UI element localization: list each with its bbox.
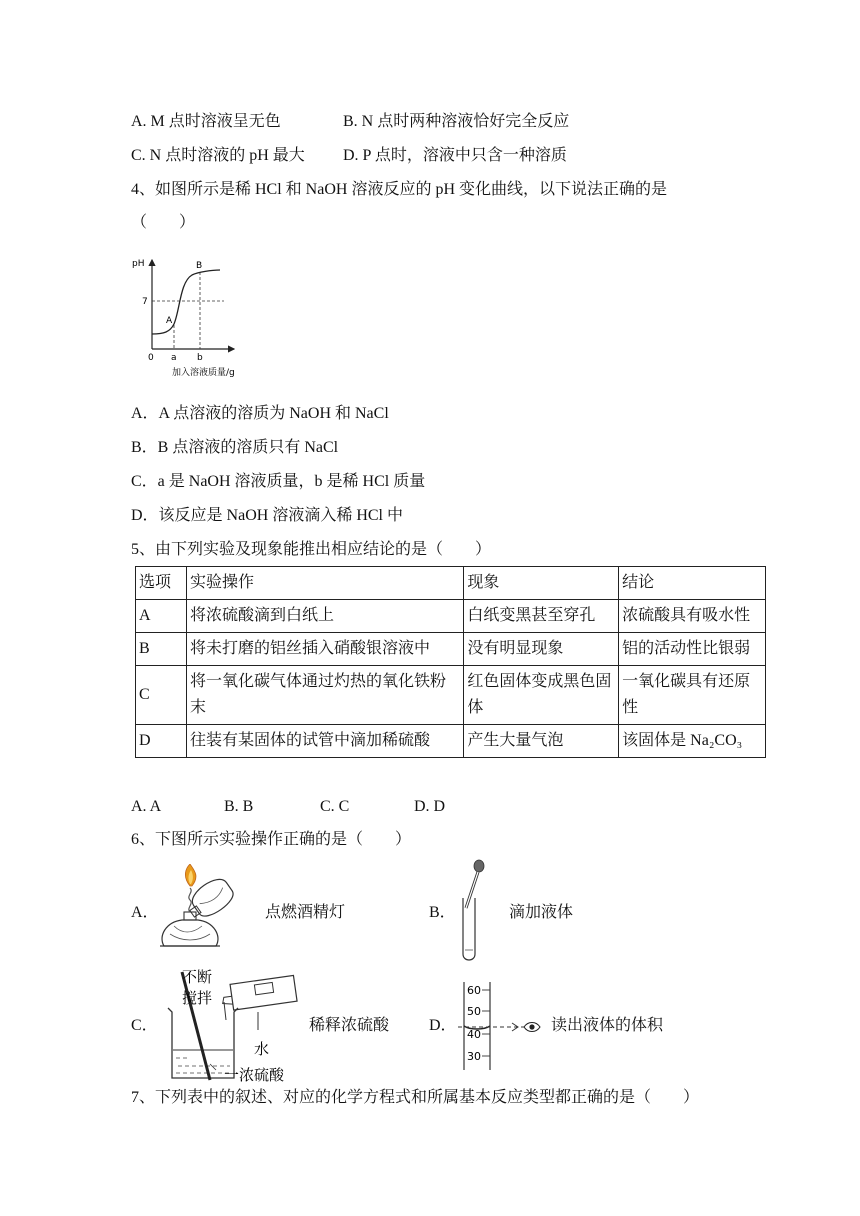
dropper-figure xyxy=(455,858,495,973)
q4-option-a: A．A 点溶液的溶质为 NaOH 和 NaCl xyxy=(131,405,389,422)
table-cell: 浓硫酸具有吸水性 xyxy=(619,600,766,633)
q6-option-b-letter: B． xyxy=(429,904,456,921)
point-b-label: B xyxy=(196,261,203,271)
q6-option-b-caption: 滴加液体 xyxy=(509,904,574,921)
table-cell: D xyxy=(136,725,187,758)
q5-option-d: D. D xyxy=(414,798,446,815)
table-row xyxy=(136,633,766,666)
table-cell: 红色固体变成黑色固体 xyxy=(464,666,619,725)
q7-stem: 7、下列表中的叙述、对应的化学方程式和所属基本反应类型都正确的是（ ） xyxy=(131,1089,700,1106)
water-label: 水 xyxy=(254,1040,270,1058)
q5-option-c: C. C xyxy=(320,798,350,815)
q6-option-d-caption: 读出液体的体积 xyxy=(551,1017,664,1034)
header-cell: 选项 xyxy=(136,567,187,600)
table-header-row xyxy=(136,567,766,600)
x-tick-a: a xyxy=(171,353,177,363)
alcohol-lamp-figure xyxy=(152,864,256,969)
table-row xyxy=(136,666,766,725)
q4-option-d: D．该反应是 NaOH 溶液滴入稀 HCl 中 xyxy=(131,507,403,524)
q3-option-c: C. N 点时溶液的 pH 最大 xyxy=(131,147,305,164)
table-cell: 没有明显现象 xyxy=(464,633,619,666)
table-cell: 将浓硫酸滴到白纸上 xyxy=(186,600,463,633)
q4-option-b: B．B 点溶液的溶质只有 NaCl xyxy=(131,439,339,456)
table-cell: 将未打磨的铝丝插入硝酸银溶液中 xyxy=(186,633,463,666)
ph-curve xyxy=(152,270,220,334)
graduated-cylinder-figure xyxy=(456,978,546,1079)
origin-label: 0 xyxy=(148,353,154,363)
q5-stem: 5、由下列实验及现象能推出相应结论的是（ ） xyxy=(131,541,492,558)
table-row xyxy=(136,600,766,633)
table-cell: 一氧化碳具有还原性 xyxy=(619,666,766,725)
table-cell: 产生大量气泡 xyxy=(464,725,619,758)
header-cell: 结论 xyxy=(619,567,766,600)
q5-table xyxy=(135,566,766,758)
header-cell: 实验操作 xyxy=(186,567,463,600)
x-tick-b: b xyxy=(197,353,203,363)
y-axis-label: pH xyxy=(132,259,145,269)
x-axis-label: 加入溶液质量/g xyxy=(172,368,235,378)
table-cell: 将一氧化碳气体通过灼热的氧化铁粉末 xyxy=(186,666,463,725)
tick-30: 30 xyxy=(467,1050,481,1063)
tick-50: 50 xyxy=(467,1005,481,1018)
q4-option-c: C．a 是 NaOH 溶液质量，b 是稀 HCl 质量 xyxy=(131,473,426,490)
table-cell: 白纸变黑甚至穿孔 xyxy=(464,600,619,633)
tick-60: 60 xyxy=(467,984,481,997)
q6-option-d-letter: D． xyxy=(429,1017,457,1034)
dilution-figure xyxy=(158,966,303,1091)
header-cell: 现象 xyxy=(464,567,619,600)
stir-label-1: 不断 xyxy=(182,968,213,986)
q5-option-a: A. A xyxy=(131,798,162,815)
tick-40: 40 xyxy=(467,1028,481,1041)
table-cell: A xyxy=(136,600,187,633)
stir-label-2: 搅拌 xyxy=(182,989,213,1007)
q6-option-a-letter: A． xyxy=(131,904,159,921)
q4-answer-blank: （ ） xyxy=(131,214,196,231)
point-a-label: A xyxy=(166,316,173,326)
table-cell: C xyxy=(136,666,187,725)
q3-option-b: B. N 点时两种溶液恰好完全反应 xyxy=(343,113,570,130)
q6-option-c-caption: 稀释浓硫酸 xyxy=(309,1017,390,1034)
table-cell: 往装有某固体的试管中滴加稀硫酸 xyxy=(186,725,463,758)
ph-curve-figure xyxy=(128,252,258,389)
acid-label: 一浓硫酸 xyxy=(224,1066,285,1084)
q6-option-a-caption: 点燃酒精灯 xyxy=(265,904,346,921)
q5-option-b: B. B xyxy=(224,798,254,815)
table-cell: 该固体是 Na₂CO₃ xyxy=(619,725,766,758)
q3-option-d: D. P 点时，溶液中只含一种溶质 xyxy=(343,147,567,164)
ph7-label: 7 xyxy=(142,297,148,307)
q6-option-c-letter: C． xyxy=(131,1017,158,1034)
table-row xyxy=(136,725,766,758)
table-cell: B xyxy=(136,633,187,666)
q6-stem: 6、下图所示实验操作正确的是（ ） xyxy=(131,831,412,848)
table-cell: 铝的活动性比银弱 xyxy=(619,633,766,666)
q3-option-a: A. M 点时溶液呈无色 xyxy=(131,113,281,130)
q4-stem: 4、如图所示是稀 HCl 和 NaOH 溶液反应的 pH 变化曲线，以下说法正确的是 xyxy=(131,181,667,198)
eye-icon xyxy=(524,1023,540,1032)
